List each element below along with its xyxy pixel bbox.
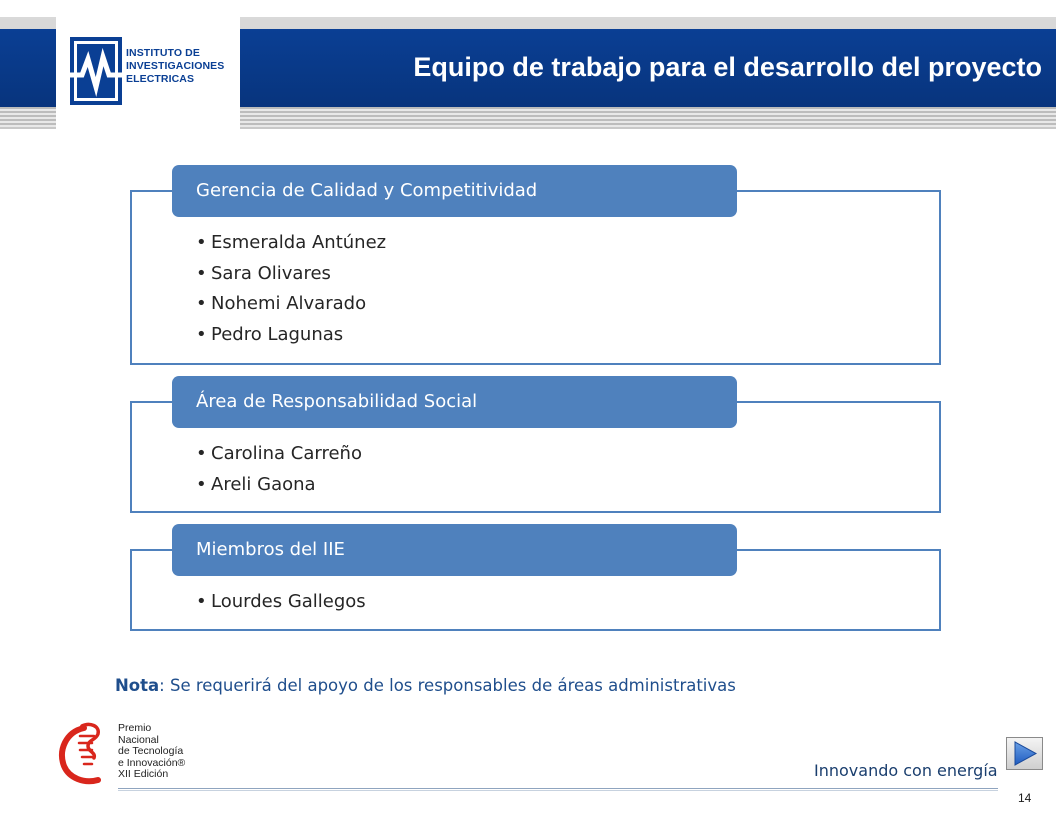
footer-divider-secondary: [118, 790, 998, 791]
play-triangle-icon: [1007, 738, 1042, 769]
logo-text: [126, 47, 238, 86]
note: [115, 676, 736, 695]
list-item: • Esmeralda Antúnez: [196, 228, 386, 259]
group-header-miembros: Miembros del IIE: [172, 524, 737, 576]
page-number: 14: [1018, 791, 1032, 805]
next-slide-button[interactable]: [1006, 737, 1043, 770]
list-item: • Lourdes Gallegos: [196, 587, 366, 618]
iie-logo-icon: [70, 37, 122, 105]
list-item: • Nohemi Alvarado: [196, 289, 386, 320]
member-list-miembros: [196, 587, 366, 618]
premio-line: Nacional: [118, 733, 159, 746]
logo-line-2: INVESTIGACIONES: [126, 60, 225, 72]
list-item: • Pedro Lagunas: [196, 320, 386, 351]
premio-text: [118, 723, 185, 781]
iie-logo: [56, 17, 240, 132]
note-text: : Se requerirá del apoyo de los responsables de áreas administrativas: [159, 676, 736, 695]
logo-line-1: INSTITUTO DE: [126, 47, 200, 59]
group-header-responsabilidad: Área de Responsabilidad Social: [172, 376, 737, 428]
premio-line: de Tecnología: [118, 745, 184, 757]
slogan: Innovando con energía: [814, 761, 998, 780]
premio-line: Premio: [118, 722, 152, 734]
premio-line: XII Edición: [118, 768, 169, 780]
member-list-calidad: [196, 228, 386, 350]
member-list-responsabilidad: [196, 439, 362, 500]
list-item: • Areli Gaona: [196, 470, 362, 501]
premio-logo-icon: [54, 718, 114, 788]
footer-divider: [118, 788, 998, 789]
list-item: • Sara Olivares: [196, 259, 386, 290]
logo-line-3: ELECTRICAS: [126, 73, 195, 85]
note-label: Nota: [115, 676, 160, 695]
page-title: Equipo de trabajo para el desarrollo del proyecto: [413, 52, 1042, 82]
premio-line: e Innovación®: [118, 756, 186, 769]
list-item: • Carolina Carreño: [196, 439, 362, 470]
group-header-calidad: Gerencia de Calidad y Competitividad: [172, 165, 737, 217]
